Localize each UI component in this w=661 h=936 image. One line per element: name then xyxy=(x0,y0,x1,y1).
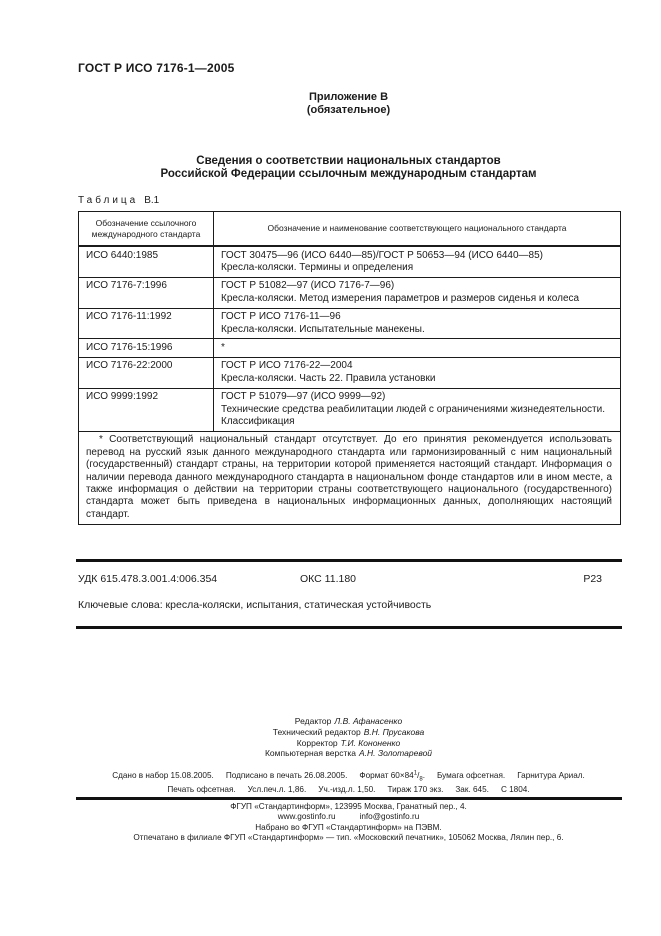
publisher-printing: Отпечатано в филиале ФГУП «Стандартинформ» — тип. «Московский печатник», 105062 Москва, Лялин пер., 6. xyxy=(133,833,564,843)
national-standard: ГОСТ Р ИСО 7176-11—96 Кресла-коляски. Испытательные манекены. xyxy=(214,308,621,339)
section-title-line1: Сведения о соответствии национальных стандартов xyxy=(196,155,501,167)
national-standard: * xyxy=(214,339,621,357)
oks-code: ОКС 11.180 xyxy=(300,573,357,585)
credit-line: Корректор Т.И. Кононенко xyxy=(296,737,401,748)
table-caption-word: Таблица xyxy=(78,195,139,206)
national-standard: ГОСТ 30475—96 (ИСО 6440—85)/ГОСТ Р 50653—94 (ИСО 6440—85) Кресла-коляски. Термины и определения xyxy=(214,246,621,277)
international-standard: ИСО 7176-11:1992 xyxy=(79,308,214,339)
credit-line: Компьютерная верстка А.Н. Золотаревой xyxy=(264,748,433,759)
appendix-heading xyxy=(78,91,619,116)
column-header-international xyxy=(79,212,214,247)
credits-block xyxy=(78,716,619,759)
table-caption xyxy=(78,195,619,206)
table-footnote-row xyxy=(79,431,621,524)
standard-code: ГОСТ Р ИСО 7176-1—2005 xyxy=(78,61,235,75)
column-header-international-line1: Обозначение ссылочного xyxy=(95,218,197,228)
publisher-contacts xyxy=(78,812,619,822)
imprint-block xyxy=(78,768,619,795)
national-standard: ГОСТ Р 51079—97 (ИСО 9999—92) Технические средства реабилитации людей с ограничениями жизнедеятельности. Классификация xyxy=(214,388,621,431)
publisher-address: ФГУП «Стандартинформ», 123995 Москва, Гранатный пер., 4. xyxy=(230,802,467,811)
national-standard: ГОСТ Р 51082—97 (ИСО 7176-7—96) Кресла-коляски. Метод измерения параметров и размеров сиденья и колеса xyxy=(214,277,621,308)
table-row xyxy=(79,277,621,308)
international-standard: ИСО 7176-15:1996 xyxy=(79,339,214,357)
credit-line: Технический редактор В.Н. Прусакова xyxy=(272,726,425,737)
appendix-title: Приложение В xyxy=(308,91,389,103)
horizontal-rule xyxy=(76,626,622,629)
international-standard: ИСО 7176-22:2000 xyxy=(79,357,214,388)
table-row xyxy=(79,308,621,339)
keywords-line: Ключевые слова: кресла-коляски, испытания, статическая устойчивость xyxy=(78,599,432,611)
classification-row xyxy=(78,573,619,585)
publisher-website: www.gostinfo.ru xyxy=(277,812,336,822)
horizontal-rule xyxy=(76,797,622,800)
section-title-line2: Российской Федерации ссылочным международным стандартам xyxy=(160,168,537,180)
table-footnote: * Соответствующий национальный стандарт отсутствует. До его принятия рекомендуется использовать перевод на русский язык данного международного стандарта или гармонизированный с ним национальный (государственный) стандарт страны, на территории которой применяется настоящий стандарт. Информация о наличии перевода данного международного стандарта в национальном фонде стандартов или в ином месте, а также информация о действии на территории страны соответствующего национального (государственного) стандарта может быть приведена в национальных информационных данных, дополняющих настоящий стандарт. xyxy=(79,431,621,524)
udk-code: УДК 615.478.3.001.4:006.354 xyxy=(78,573,218,585)
group-code: Р23 xyxy=(583,573,603,585)
national-standard: ГОСТ Р ИСО 7176-22—2004 Кресла-коляски. Часть 22. Правила установки xyxy=(214,357,621,388)
table-row xyxy=(79,388,621,431)
publisher-typesetting: Набрано во ФГУП «Стандартинформ» на ПЭВМ. xyxy=(255,822,442,832)
international-standard: ИСО 6440:1985 xyxy=(79,246,214,277)
horizontal-rule xyxy=(76,559,622,562)
column-header-international-line2: международного стандарта xyxy=(91,228,201,239)
international-standard: ИСО 9999:1992 xyxy=(79,388,214,431)
table-caption-number: В.1 xyxy=(144,195,160,206)
publisher-email: info@gostinfo.ru xyxy=(359,812,420,822)
publisher-block xyxy=(78,802,619,844)
format-spec: Формат $60\times 84^1/_8$. xyxy=(359,770,425,783)
table-row xyxy=(79,357,621,388)
table-header-row xyxy=(79,212,621,247)
section-title xyxy=(78,155,619,181)
imprint-line2: Печать офсетная. Усл.печ.л. 1,86. Уч.-изд.л. 1,50. Тираж 170 экз. Зак. 645. С 1804. xyxy=(167,784,530,794)
table-row xyxy=(79,246,621,277)
international-standard: ИСО 7176-7:1996 xyxy=(79,277,214,308)
credit-line: Редактор Л.В. Афанасенко xyxy=(294,716,403,726)
correspondence-table xyxy=(78,211,621,525)
table-row xyxy=(79,339,621,357)
imprint-line1: Сдано в набор 15.08.2005. Подписано в печать 26.08.2005. Формат $60\times 84^1/_8$. Бумага офсетная. Гарнитура Ариал. xyxy=(112,770,585,783)
column-header-national: Обозначение и наименование соответствующего национального стандарта xyxy=(214,212,621,247)
appendix-note: (обязательное) xyxy=(306,103,391,116)
